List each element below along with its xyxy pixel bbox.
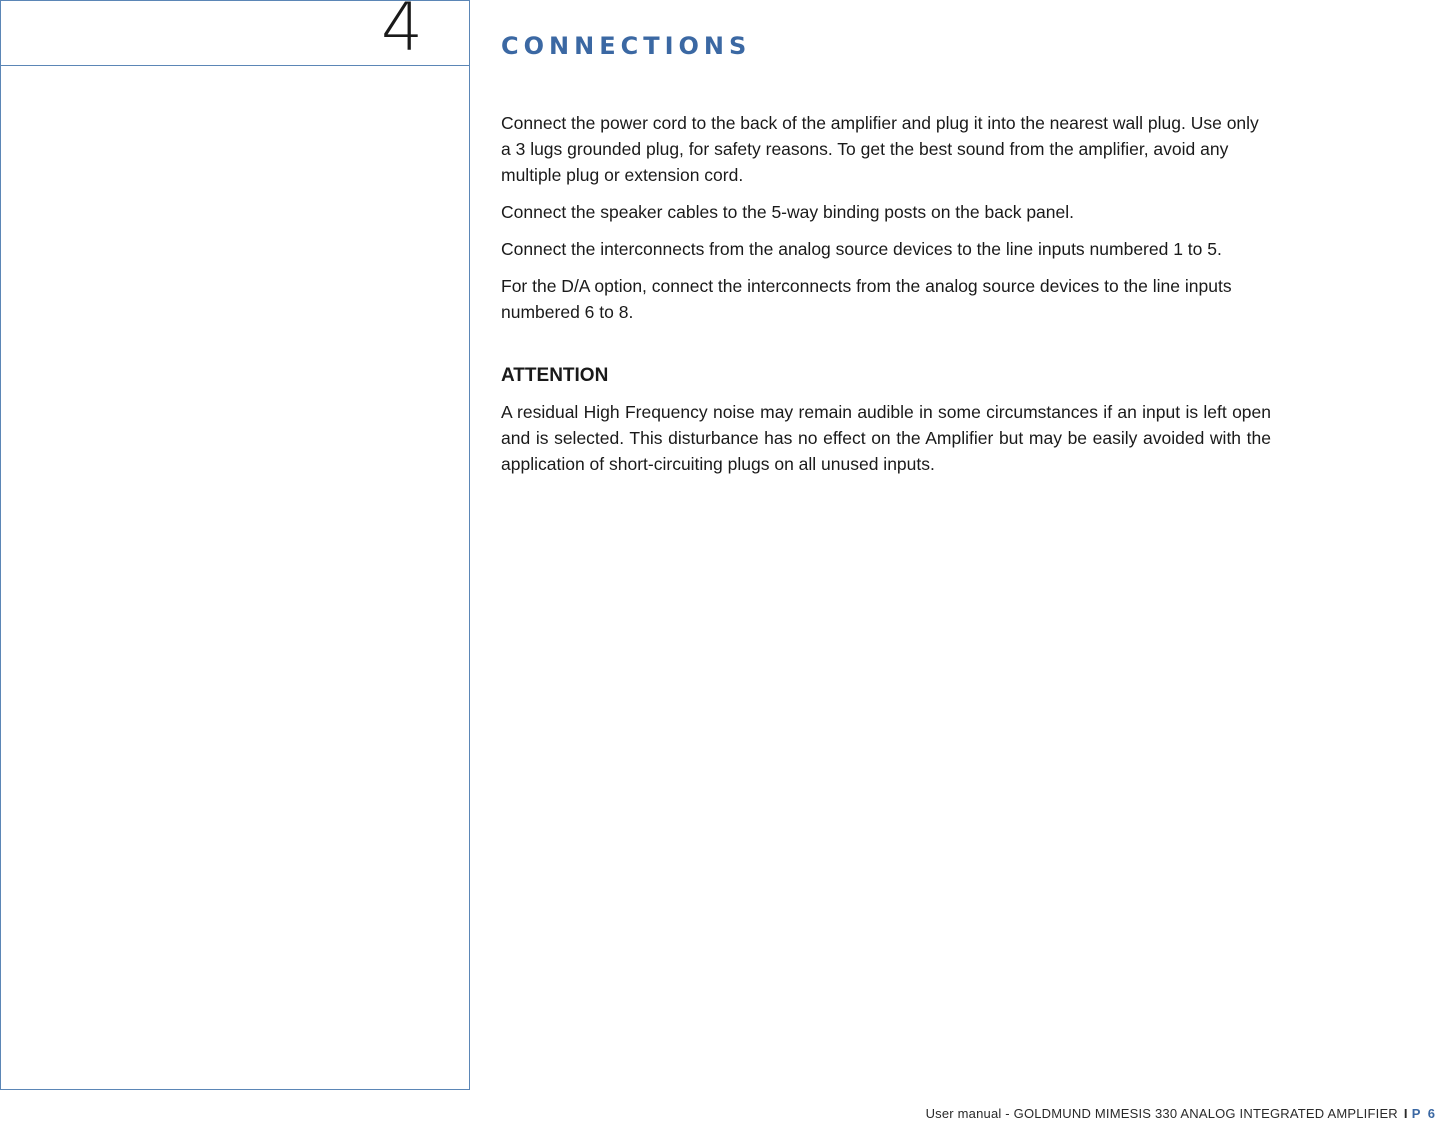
main-content <box>501 28 1271 488</box>
sidebar-frame <box>0 0 470 1090</box>
paragraph-speaker-cables: Connect the speaker cables to the 5-way binding posts on the back panel. <box>501 202 1075 222</box>
paragraph-power-cord: Connect the power cord to the back of the amplifier and plug it into the nearest wall plug. Use only a 3 lugs grounded plug, for safety reasons. To get the best sound from the amplifier, avoid any multiple plug or extension cord. <box>501 113 1259 185</box>
section-title: CONNECTIONS <box>501 32 752 60</box>
body-paragraphs <box>501 110 1271 325</box>
sidebar-header <box>1 1 469 66</box>
page-footer <box>926 1106 1437 1121</box>
chapter-number: 4 <box>381 0 423 66</box>
paragraph-interconnects: Connect the interconnects from the analog source devices to the line inputs numbered 1 to 5. <box>501 239 1222 259</box>
paragraph-da-option: For the D/A option, connect the interconnects from the analog source devices to the line inputs numbered 6 to 8. <box>501 276 1232 322</box>
attention-heading: ATTENTION <box>501 365 609 386</box>
footer-separator: I <box>1403 1106 1408 1121</box>
attention-text: A residual High Frequency noise may remain audible in some circumstances if an input is left open and is selected. This disturbance has no effect on the Amplifier but may be easily avoided with the application of short-circuiting plugs on all unused inputs. <box>501 402 1271 474</box>
page-number: P 6 <box>1411 1106 1437 1121</box>
footer-text: User manual - GOLDMUND MIMESIS 330 ANALOG INTEGRATED AMPLIFIER <box>925 1106 1398 1121</box>
